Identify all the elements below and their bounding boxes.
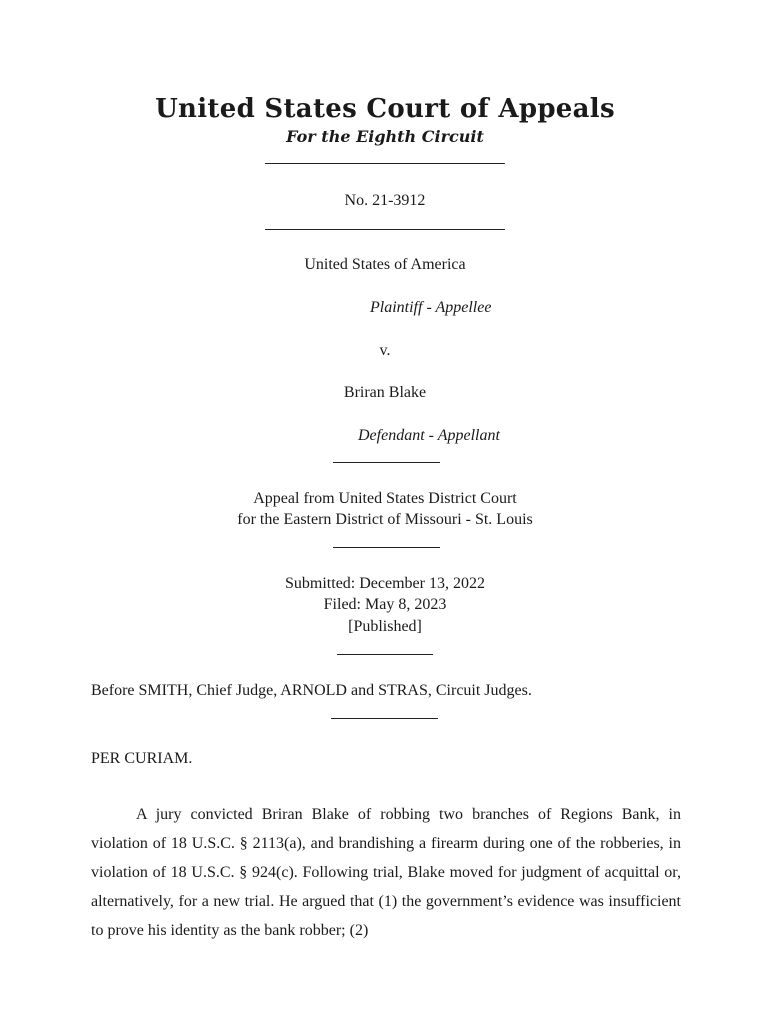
- circuit-subtitle: For the Eighth Circuit: [286, 127, 484, 146]
- divider-rule: [333, 462, 440, 463]
- case-number: No. 21-3912: [344, 192, 426, 209]
- publication-status: [Published]: [348, 618, 422, 635]
- court-title: United States Court of Appeals: [155, 94, 615, 124]
- appeal-line-1: Appeal from United States District Court: [253, 490, 517, 507]
- defendant-name: Briran Blake: [343, 384, 427, 401]
- opinion-paragraph: A jury convicted Briran Blake of robbing two branches of Regions Bank, in violation of 18 U.S.C. § 2113(a), and brandishing a firearm during one of the robberies, in violation of 18 U.S.C. § 924(c). Following trial, Blake moved for judgment of acquittal or, alternatively, for a new trial. He argued that (1) the government’s evidence was insufficient to prove his identity as the bank robber; (2): [91, 806, 681, 939]
- divider-rule: [265, 163, 505, 164]
- panel-judges: Before SMITH, Chief Judge, ARNOLD and STRAS, Circuit Judges.: [91, 682, 532, 699]
- divider-rule: [337, 654, 433, 655]
- filed-date: Filed: May 8, 2023: [323, 596, 447, 613]
- plaintiff-name: United States of America: [304, 256, 466, 273]
- divider-rule: [331, 718, 438, 719]
- submitted-date: Submitted: December 13, 2022: [285, 575, 485, 592]
- plaintiff-role: Plaintiff - Appellee: [370, 299, 492, 316]
- versus: v.: [379, 342, 391, 359]
- appeal-line-2: for the Eastern District of Missouri - St. Louis: [237, 511, 533, 528]
- defendant-role: Defendant - Appellant: [358, 427, 500, 444]
- opinion-author: PER CURIAM.: [91, 750, 193, 767]
- divider-rule: [333, 547, 440, 548]
- divider-rule: [265, 229, 505, 230]
